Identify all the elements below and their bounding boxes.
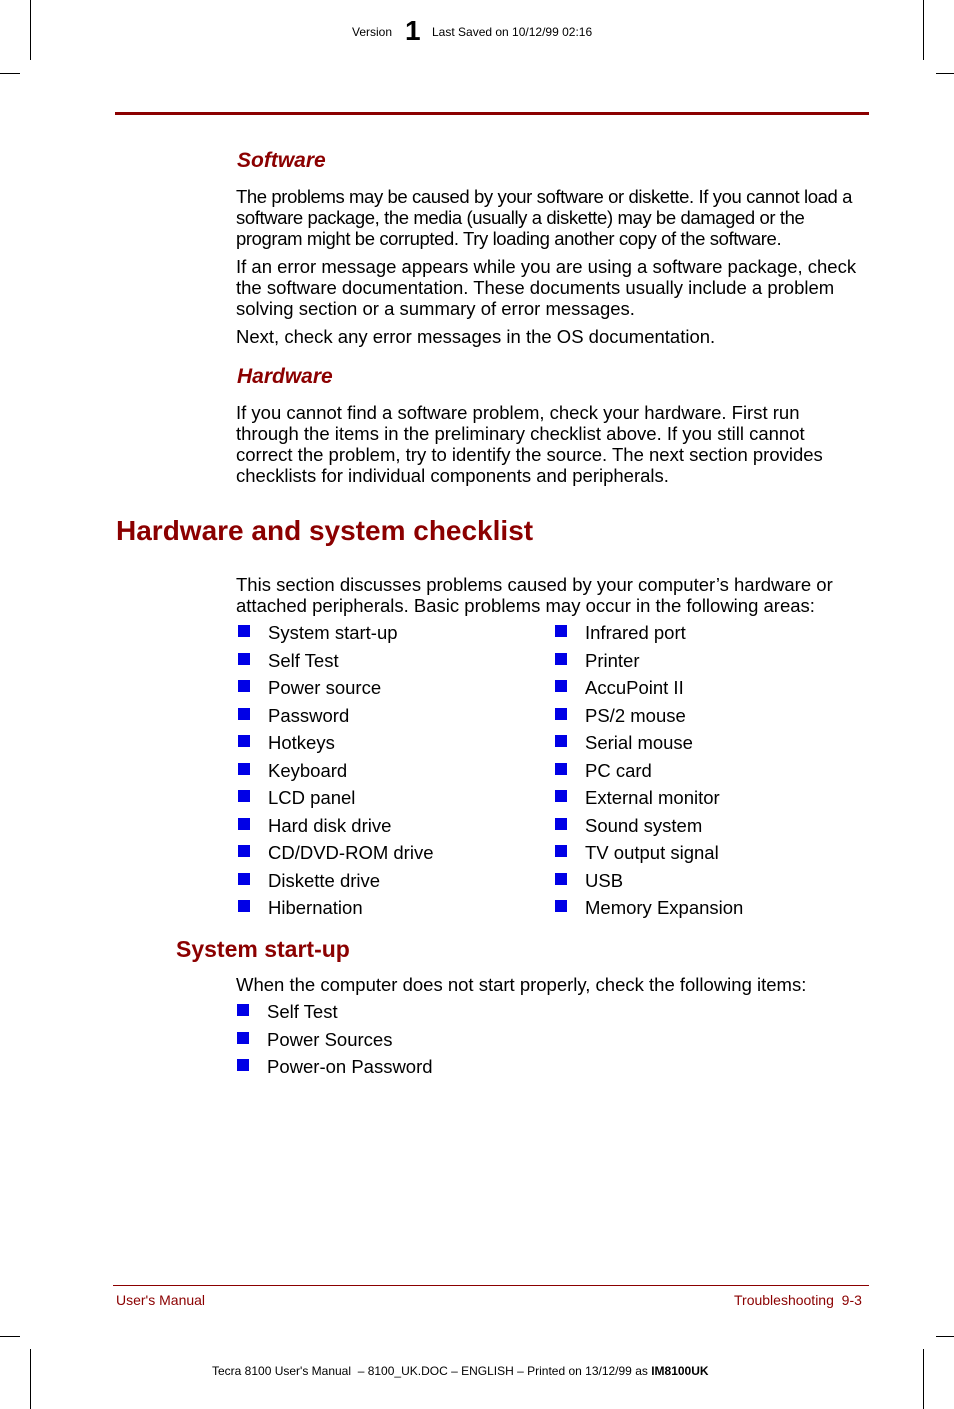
bullet-item-label: Power Sources (267, 1028, 393, 1050)
bullet-square-icon (237, 1059, 249, 1071)
bullet-item-label: Printer (585, 649, 640, 671)
last-saved: Last Saved on 10/12/99 02:16 (432, 25, 593, 39)
bullet-square-icon (555, 735, 567, 747)
bullet-square-icon (238, 680, 250, 692)
software-paragraph-1: The problems may be caused by your software or diskette. If you cannot load a software package, the media (usually a diskette) may be damaged or the program might be corrupted. Try loading another copy of the software. (236, 186, 853, 249)
crop-mark (30, 1349, 31, 1409)
top-rule (115, 112, 869, 115)
footer-left: User's Manual (116, 1292, 206, 1308)
software-paragraph-3: Next, check any error messages in the OS documentation. (236, 326, 716, 347)
bullet-item-label: PS/2 mouse (585, 704, 686, 726)
bullet-square-icon (555, 790, 567, 802)
bullet-square-icon (555, 708, 567, 720)
bullet-square-icon (555, 845, 567, 857)
bullet-item-label: Infrared port (585, 622, 686, 643)
version-number: 1 (405, 15, 421, 46)
startup-heading: System start-up (176, 936, 350, 962)
bullet-item-label: USB (585, 869, 624, 891)
bullet-square-icon (238, 845, 250, 857)
bullet-square-icon (238, 873, 250, 885)
bullet-item-label: Keyboard (268, 759, 348, 781)
bullet-item-label: CD/DVD-ROM drive (268, 842, 434, 863)
hardware-paragraph: If you cannot find a software problem, check your hardware. First run through the items in the preliminary checklist above. If you still cannot correct the problem, try to identify the source. The next section provides checklists for individual components and peripherals. (236, 402, 823, 486)
software-heading: Software (237, 149, 326, 172)
bullet-square-icon (238, 818, 250, 830)
bullet-item-label: Hibernation (268, 897, 363, 918)
bullet-square-icon (238, 763, 250, 775)
bullet-item-label: AccuPoint II (585, 677, 684, 698)
bullet-item-label: Power-on Password (267, 1056, 433, 1077)
crop-mark (936, 1336, 954, 1337)
software-paragraph-2: If an error message appears while you are using a software package, check the software documentation. These documents usually include a problem solving section or a summary of error messages. (236, 256, 857, 319)
bullet-square-icon (555, 680, 567, 692)
bullet-item-label: Diskette drive (268, 869, 381, 891)
crop-mark (923, 1349, 924, 1409)
bullet-item-label: System start-up (268, 622, 398, 643)
print-line-code: IM8100UK (651, 1364, 709, 1378)
bullet-item-label: LCD panel (268, 787, 356, 808)
bullet-square-icon (555, 763, 567, 775)
checklist-heading: Hardware and system checklist (116, 515, 534, 546)
bullet-square-icon (555, 625, 567, 637)
hardware-heading: Hardware (237, 365, 333, 388)
crop-mark (0, 1336, 20, 1337)
bottom-rule (113, 1285, 869, 1286)
bullet-square-icon (238, 900, 250, 912)
crop-mark (0, 73, 20, 74)
crop-mark (923, 0, 924, 60)
bullet-square-icon (237, 1004, 249, 1016)
bullet-item-label: Sound system (585, 814, 703, 836)
version-label: Version (352, 25, 393, 39)
bullet-item-label: Serial mouse (585, 732, 693, 753)
bullet-item-label: Password (268, 704, 350, 726)
crop-mark (30, 0, 31, 60)
print-line-text: Tecra 8100 User's Manual – 8100_UK.DOC – ENGLISH – Printed on 13/12/99 as (212, 1364, 652, 1378)
bullet-square-icon (555, 653, 567, 665)
bullet-square-icon (555, 900, 567, 912)
bullet-item-label: Self Test (268, 649, 339, 671)
bullet-item-label: External monitor (585, 787, 720, 808)
bullet-item-label: Memory Expansion (585, 897, 744, 918)
bullet-item-label: Hard disk drive (268, 814, 392, 836)
bullet-item-label: Hotkeys (268, 732, 335, 753)
bullet-square-icon (238, 625, 250, 637)
bullet-square-icon (238, 735, 250, 747)
bullet-square-icon (238, 790, 250, 802)
print-line (212, 1364, 709, 1378)
footer-right: Troubleshooting 9-3 (734, 1292, 862, 1308)
checklist-intro: This section discusses problems caused by your computer’s hardware or attached peripherals. Basic problems may occur in the following areas: (236, 574, 833, 616)
bullet-square-icon (238, 708, 250, 720)
bullet-square-icon (555, 873, 567, 885)
crop-mark (936, 73, 954, 74)
bullet-item-label: TV output signal (585, 842, 719, 863)
startup-intro: When the computer does not start properly, check the following items: (236, 974, 807, 995)
bullet-square-icon (237, 1032, 249, 1044)
bullet-square-icon (555, 818, 567, 830)
bullet-square-icon (238, 653, 250, 665)
bullet-item-label: Self Test (267, 1001, 338, 1022)
bullet-item-label: Power source (268, 677, 382, 698)
bullet-item-label: PC card (585, 759, 652, 781)
